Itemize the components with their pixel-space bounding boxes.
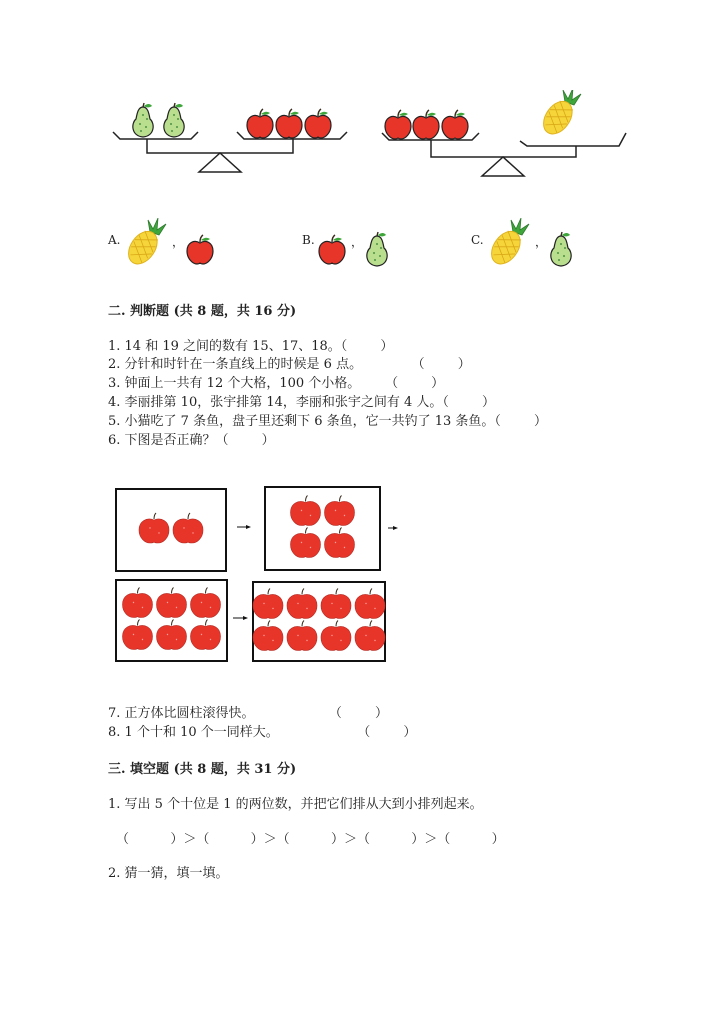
apple-icon	[325, 496, 355, 526]
judge-question-1: 1. 14 和 19 之间的数有 15、17、18。（ ）	[108, 339, 394, 354]
option-b-sep: ，	[351, 235, 364, 249]
apple-icon	[355, 589, 385, 619]
option-c-pear	[546, 231, 576, 269]
box-1	[116, 489, 226, 571]
apple-icon	[187, 235, 213, 264]
apple-icon	[305, 109, 331, 138]
apple-icon	[123, 588, 153, 618]
fill-question-1-blanks[interactable]: （ ）＞（ ）＞（ ）＞（ ）＞（ ）	[116, 832, 505, 847]
apple-icon	[139, 513, 169, 543]
arrow-icon	[388, 526, 398, 530]
apple-icon	[123, 620, 153, 650]
judge-question-7: 7. 正方体比圆柱滚得快。 （ ）	[108, 706, 388, 721]
arrow-icon	[237, 525, 251, 529]
pineapple-icon	[538, 90, 581, 139]
judge-question-6: 6. 下图是否正确？（ ）	[108, 433, 275, 448]
section-3-title: 三. 填空题 (共 8 题，共 31 分)	[108, 762, 297, 777]
balance-scales-figure	[100, 90, 640, 180]
scale-right	[382, 90, 626, 176]
pear-icon	[367, 232, 387, 266]
pear-icon	[133, 103, 153, 137]
apple-icon	[276, 109, 302, 138]
option-a-apple	[183, 232, 217, 268]
apple-icon	[287, 589, 317, 619]
apple-icon	[355, 621, 385, 651]
apple-icon	[191, 588, 221, 618]
pineapple-icon	[124, 218, 166, 269]
option-b-pear	[362, 231, 392, 269]
apple-icon	[191, 620, 221, 650]
apple-icon	[291, 496, 321, 526]
apple-icon	[442, 110, 468, 139]
option-b-label[interactable]: B.	[302, 233, 315, 247]
option-a-sep: ，	[172, 235, 185, 249]
apple-icon	[253, 621, 283, 651]
pineapple-icon	[487, 218, 529, 269]
apple-icon	[157, 588, 187, 618]
pear-icon	[164, 103, 184, 137]
box-2	[265, 487, 380, 570]
judge-question-3: 3. 钟面上一共有 12 个大格，100 个小格。 （ ）	[108, 376, 445, 391]
option-c-sep: ，	[535, 235, 548, 249]
apple-icon	[325, 528, 355, 558]
apple-sequence-figure	[112, 483, 402, 665]
fill-question-2: 2. 猜一猜，填一填。	[108, 866, 229, 881]
option-a-pineapple	[124, 218, 174, 270]
option-b-apple	[315, 232, 349, 268]
option-a-label[interactable]: A.	[108, 233, 121, 247]
fill-question-1: 1. 写出 5 个十位是 1 的两位数，并把它们排从大到小排列起来。	[108, 797, 483, 812]
judge-question-8: 8. 1 个十和 10 个一同样大。 （ ）	[108, 725, 417, 740]
option-c-pineapple	[487, 218, 537, 270]
apple-icon	[319, 235, 345, 264]
apple-icon	[321, 621, 351, 651]
apple-icon	[247, 109, 273, 138]
pear-icon	[551, 232, 571, 266]
judge-question-2: 2. 分针和时针在一条直线上的时候是 6 点。 （ ）	[108, 357, 471, 372]
apple-icon	[173, 513, 203, 543]
apple-icon	[287, 621, 317, 651]
judge-question-4: 4. 李丽排第 10，张宇排第 14，李丽和张宇之间有 4 人。（ ）	[108, 395, 495, 410]
arrow-icon	[233, 616, 248, 620]
apple-icon	[413, 110, 439, 139]
apple-icon	[291, 528, 321, 558]
option-c-label[interactable]: C.	[471, 233, 484, 247]
judge-question-5: 5. 小猫吃了 7 条鱼，盘子里还剩下 6 条鱼，它一共钓了 13 条鱼。（ ）	[108, 414, 547, 429]
apple-icon	[253, 589, 283, 619]
apple-icon	[157, 620, 187, 650]
section-2-title: 二. 判断题 (共 8 题，共 16 分)	[108, 304, 297, 319]
apple-icon	[321, 589, 351, 619]
scale-left	[113, 103, 347, 172]
apple-icon	[385, 110, 411, 139]
